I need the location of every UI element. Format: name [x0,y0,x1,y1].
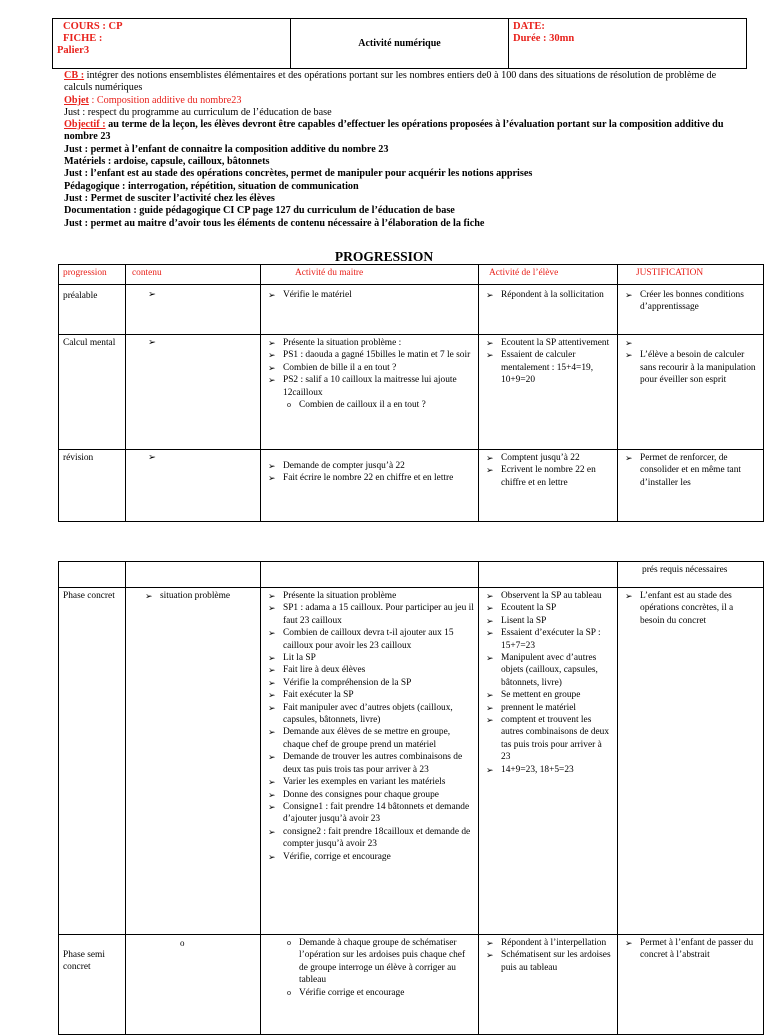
list-item: ➢ Fait exécuter la SP [283,689,474,701]
just5-line: Just : permet au maitre d’avoir tous les éléments de contenu nécessaire à l’élaboration de la fiche [64,217,485,229]
list-item: ➢ Observent la SP au tableau [501,590,613,602]
cours-label: COURS : CP [63,21,123,32]
list-item: ➢ Varier les exemples en variant les matériels [283,776,474,788]
list-item: ➢ Ecrivent le nombre 22 en chiffre et en lettre [501,464,613,489]
table-row [59,335,764,450]
list-item [640,337,759,349]
list-item: ➢ Schématisent sur les ardoises puis au tableau [501,949,613,974]
arrow-icon: ➢ [126,450,261,522]
list-item: ➢ Consigne1 : fait prendre 14 bâtonnets et demande d’ajouter jusqu’à avoir 23 [283,801,474,826]
list-item: ➢ consigne2 : fait prendre 18cailloux et demande de compter jusqu’à avoir 23 [283,826,474,851]
header-table [52,18,747,69]
arrow-icon: ➢ [126,285,261,335]
col-contenu: contenu [126,265,261,285]
list-item: ➢ Présente la situation problème : [283,337,474,349]
just3-line: Just : l’enfant est au stade des opérations concrètes, permet de manipuler pour acquérir les notions apprises [64,168,533,180]
table-row [59,935,764,1035]
list-item: ➢ Fait manipuler avec d’autres objets (cailloux, capsules, bâtonnets, livre) [283,702,474,727]
list-item: ➢ situation problème [160,590,256,602]
list-item: ➢ Comptent jusqu’à 22 [501,452,613,464]
list-item: ➢ PS1 : daouda a gagné 15billes le matin et 7 le soir [283,349,474,361]
list-item: ➢ Combien de cailloux devra t-il ajouter aux 15 cailloux pour avoir les 23 cailloux [283,627,474,652]
header-title: Activité numérique [291,19,509,69]
pedagogique-line: Pédagogique : interrogation, répétition, situation de communication [64,180,359,192]
cb-text: intégrer des notions ensemblistes élémentaires et des opérations portant sur les nombres entiers de0 à 100 dans des situations de résolution de problème de calculs numériques [64,70,717,94]
table-row [59,562,764,588]
list-item: ➢ prennent le matériel [501,702,613,714]
list-item: o Vérifie corrige et encourage [299,987,474,999]
materiels-line: Matériels : ardoise, capsule, cailloux, bâtonnets [64,156,270,168]
palier-label: Palier3 [57,45,90,56]
header-right [509,19,747,69]
list-item: ➢ Ecoutent la SP [501,602,613,614]
objectif-line [64,119,724,144]
list-item: ➢ Vérifie la compréhension de la SP [283,677,474,689]
list-item: ➢ Répondent à l’interpellation [501,937,613,949]
bullet-icon: o [126,935,261,1035]
list-item: ➢ Présente la situation problème [283,590,474,602]
list-item: ➢ Créer les bonnes conditions d’apprentissage [640,289,759,314]
just1-line: Just : respect du programme au curriculum de l’éducation de base [64,106,332,118]
list-item: ➢ L’élève a besoin de calculer sans recourir à la manipulation pour éveiller son esprit [640,349,759,386]
progression-table-1 [58,264,764,522]
justif-continued: prés requis nécessaires [618,562,764,588]
objectif-label: Objectif : [64,119,106,131]
intro-block [64,70,724,230]
arrow-icon: ➢ [126,335,261,450]
list-item: ➢ L’enfant est au stade des opérations concrètes, il a besoin du concret [640,590,759,627]
table-row [59,450,764,522]
list-item: ➢ Combien de bille il a en tout ? [283,362,474,374]
list-item: ➢ 14+9=23, 18+5=23 [501,764,613,776]
col-eleve: Activité de l’élève [479,265,618,285]
list-item: ➢ Vérifie le matériel [283,289,474,301]
list-item: ➢ Essaient d’exécuter la SP : 15+7=23 [501,627,613,652]
list-item: ➢ Se mettent en groupe [501,689,613,701]
list-item: ➢ Vérifie, corrige et encourage [283,851,474,863]
table-row [59,588,764,935]
list-item: ➢ Lit la SP [283,652,474,664]
list-item: ➢ Demande de trouver les autres combinaisons de deux tas puis trois tas pour arriver à 23 [283,751,474,776]
col-progression: progression [59,265,126,285]
list-item: ➢ Ecoutent la SP attentivement [501,337,613,349]
list-item: ➢ Demande de compter jusqu’à 22 [283,460,474,472]
just2-line: Just : permet à l’enfant de connaitre la composition additive du nombre 23 [64,143,389,155]
list-item: ➢ Lisent la SP [501,615,613,627]
just4-line: Just : Permet de susciter l’activité chez les élèves [64,192,275,204]
header-left [53,19,291,69]
row-label: préalable [59,285,126,335]
list-item: ➢ Manipulent avec d’autres objets (cailloux, capsules, bâtonnets, livre) [501,652,613,689]
list-item: ➢ Fait lire à deux élèves [283,664,474,676]
list-item: o Combien de cailloux il a en tout ? [299,399,474,411]
table-header-row [59,265,764,285]
cb-label: CB : [64,70,85,81]
objet-line [64,95,724,107]
list-item: ➢ Essaient de calculer mentalement : 15+4=19, 10+9=20 [501,349,613,386]
objectif-text: au terme de la leçon, les élèves devront être capables d’effectuer les opérations proposées à l’évaluation portant sur la composition additive du nombre 23 [64,119,724,143]
list-item: ➢ PS2 : salif a 10 cailloux la maitresse lui ajoute 12cailloux [283,374,474,399]
list-item: ➢ Permet de renforcer, de consolider et en même tant d’installer les [640,452,759,489]
date-label: DATE: [513,21,545,32]
col-justification: JUSTIFICATION [618,265,764,285]
documentation-line: Documentation : guide pédagogique CI CP page 127 du curriculum de l’éducation de base [64,205,455,217]
list-item: o Demande à chaque groupe de schématiser l’opération sur les ardoises puis chaque chef de groupe interroge un élève à corriger au tableau [299,937,474,987]
row-label: révision [59,450,126,522]
objet-text: : Composition additive du nombre23 [88,94,242,106]
fiche-label: FICHE : [63,33,103,44]
list-item: ➢ Permet à l’enfant de passer du concret à l’abstrait [640,937,759,962]
row-label: Phase concret [59,588,126,935]
row-label: Phase semi concret [59,935,126,1035]
list-item: ➢ comptent et trouvent les autres combinaisons de deux tas puis trois pour arriver à 23 [501,714,613,764]
list-item: ➢ Demande aux élèves de se mettre en groupe, chaque chef de groupe prend un matériel [283,726,474,751]
list-item: ➢ Fait écrire le nombre 22 en chiffre et en lettre [283,472,474,484]
row-label: Calcul mental [59,335,126,450]
progression-table-2 [58,561,764,1035]
list-item: ➢ Répondent à la sollicitation [501,289,613,301]
list-item: ➢ SP1 : adama a 15 cailloux. Pour participer au jeu il faut 23 cailloux [283,602,474,627]
cb-line [64,70,724,95]
list-item: ➢ Donne des consignes pour chaque groupe [283,789,474,801]
objet-label: Objet [64,94,89,106]
duree-label: Durée : 30mn [513,33,575,44]
col-maitre: Activité du maitre [261,265,479,285]
progression-title: PROGRESSION [334,249,434,264]
table-row [59,285,764,335]
